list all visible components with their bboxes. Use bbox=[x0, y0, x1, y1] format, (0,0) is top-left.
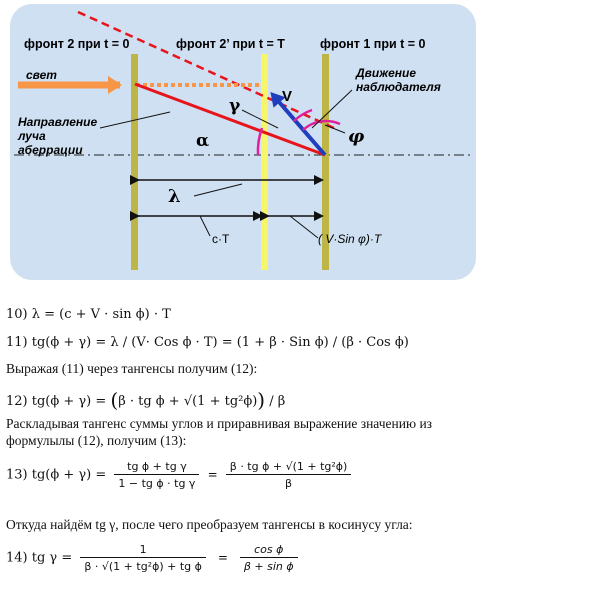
eq14-num2: cos ϕ bbox=[240, 543, 298, 558]
label-lambda: λ bbox=[168, 186, 181, 207]
label-phi: φ bbox=[348, 126, 365, 147]
label-front-2: фронт 2 при t = 0 bbox=[24, 37, 130, 51]
equation-10: 10) λ = (c + V · sin ϕ) · T bbox=[6, 307, 171, 322]
eq12-tail: / β bbox=[269, 394, 286, 409]
text-express-12: Выражая (11) через тангенсы получим (12): bbox=[6, 361, 258, 376]
label-observer-motion-2: наблюдателя bbox=[356, 80, 441, 94]
eq13-fraction-2 bbox=[226, 460, 352, 490]
label-aberration-3: аберрации bbox=[18, 143, 83, 157]
label-gamma: γ bbox=[229, 96, 241, 116]
eq13-num1: tg ϕ + tg γ bbox=[114, 460, 199, 475]
label-observer-motion-1: Движение bbox=[356, 66, 417, 80]
eq14-lhs: 14) tg γ = bbox=[6, 550, 73, 566]
label-aberration-1: Направление bbox=[18, 115, 98, 129]
label-VsinT: ( V·Sin φ)·T bbox=[318, 232, 382, 246]
equation-11: 11) tg(ϕ + γ) = λ / (V· Cos ϕ · T) = (1 + β · Sin ϕ) / (β · Cos ϕ) bbox=[6, 335, 409, 350]
label-light: свет bbox=[26, 68, 57, 82]
label-alpha: α bbox=[196, 131, 210, 151]
label-aberration-2: луча bbox=[18, 129, 46, 143]
equation-12 bbox=[6, 388, 285, 412]
text-expand-tangent-2: формулылы (12), получим (13): bbox=[6, 433, 187, 448]
equation-14 bbox=[6, 543, 302, 573]
eq12-open-paren: ( bbox=[110, 388, 119, 412]
eq13-lhs: 13) tg(ϕ + γ) = bbox=[6, 467, 107, 483]
eq13-den2: β bbox=[285, 477, 293, 490]
text-find-tg-gamma: Откуда найдём tg γ, после чего преобразуем тангенсы в косинусу угла: bbox=[6, 517, 413, 532]
front-2-prime bbox=[261, 54, 268, 270]
eq12-close-paren: ) bbox=[257, 388, 266, 412]
eq14-fraction-2 bbox=[240, 543, 298, 573]
eq14-den1: β · √(1 + tg²ϕ) + tg ϕ bbox=[84, 560, 202, 573]
label-V: V bbox=[282, 88, 293, 105]
eq14-num1: 1 bbox=[80, 543, 206, 558]
label-front-2-prime: фронт 2’ при t = T bbox=[176, 37, 285, 51]
equation-13 bbox=[6, 460, 355, 490]
eq14-equals: = bbox=[214, 550, 232, 565]
label-cT: c·T bbox=[212, 232, 230, 246]
eq13-equals: = bbox=[207, 467, 218, 482]
eq13-num2: β · tg ϕ + √(1 + tg²ϕ) bbox=[226, 460, 352, 475]
eq14-den2: β + sin ϕ bbox=[243, 560, 294, 573]
label-front-1: фронт 1 при t = 0 bbox=[320, 37, 426, 51]
eq12-inner: β · tg ϕ + √(1 + tg²ϕ) bbox=[118, 394, 258, 409]
text-expand-tangent-1: Раскладывая тангенс суммы углов и приравнивая выражение значению из bbox=[6, 416, 433, 431]
eq14-fraction-1 bbox=[80, 543, 206, 573]
eq13-den1: 1 − tg ϕ · tg γ bbox=[118, 477, 196, 490]
eq12-lhs: 12) tg(ϕ + γ) = bbox=[6, 394, 107, 409]
eq13-fraction-1 bbox=[114, 460, 199, 490]
